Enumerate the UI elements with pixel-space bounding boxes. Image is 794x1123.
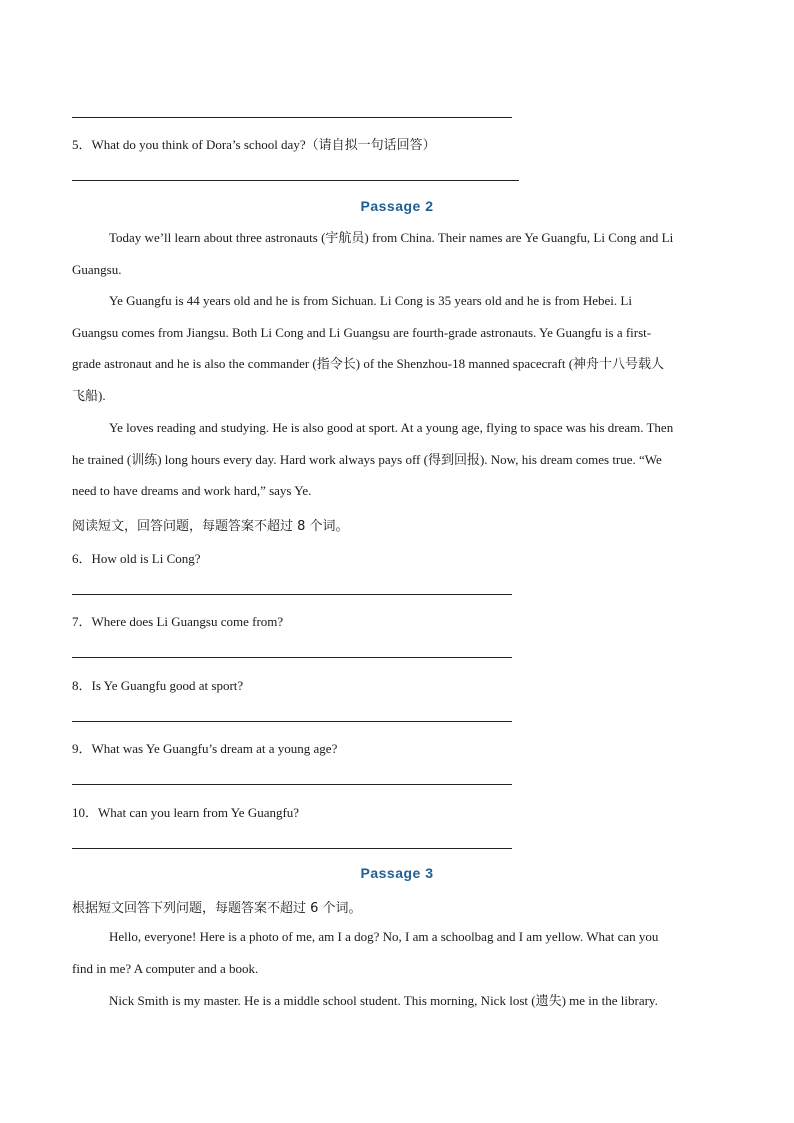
passage-3-paragraph-2: Nick Smith is my master. He is a middle school student. This morning, Nick lost (遗失) me in the library. (109, 993, 658, 1008)
passage-2-paragraph-3: Ye loves reading and studying. He is also good at sport. At a young age, flying to space was his dream. Then he trained (训练) long hours every day. Hard work always pays off (得到回报). Now, his dream comes true. “We need to have dreams and work hard,” says Ye. (72, 420, 674, 499)
passage-3-instruction: 根据短文回答下列问题，每题答案不超过 6 个词。 (72, 901, 362, 916)
answer-line[interactable] (72, 594, 512, 595)
question-9: 9．What was Ye Guangfu’s dream at a young age? (72, 741, 338, 756)
answer-line[interactable] (72, 180, 519, 181)
passage-2-instruction: 阅读短文，回答问题，每题答案不超过 8 个词。 (72, 519, 349, 534)
answer-line[interactable] (72, 848, 512, 849)
passage-2-paragraph-2: Ye Guangfu is 44 years old and he is from Sichuan. Li Cong is 35 years old and he is from Hebei. Li Guangsu comes from Jiangsu. Both Li Cong and Li Guangsu are fourth-grade astronauts. Ye Guangfu is a first- grade astronaut and he is also the commander (指令长) of the Shenzhou-18 manned spacecraft (神舟十八号载人 飞船). (72, 293, 665, 404)
passage-3-paragraph-1: Hello, everyone! Here is a photo of me, am I a dog? No, I am a schoolbag and I am yellow. What can you find in me? A computer and a book. (72, 929, 659, 976)
passage-3-title: Passage 3 (360, 865, 434, 881)
passage-2-paragraph-1: Today we’ll learn about three astronauts (宇航员) from China. Their names are Ye Guangfu, Li Cong and Li Guangsu. (72, 230, 674, 277)
answer-line[interactable] (72, 657, 512, 658)
question-6: 6．How old is Li Cong? (72, 551, 201, 566)
question-8: 8．Is Ye Guangfu good at sport? (72, 678, 244, 693)
passage-2-title: Passage 2 (360, 198, 434, 214)
question-7: 7．Where does Li Guangsu come from? (72, 614, 284, 629)
answer-line[interactable] (72, 721, 512, 722)
answer-line[interactable] (72, 117, 512, 118)
question-5: 5．What do you think of Dora’s school day?（请自拟一句话回答） (72, 137, 436, 152)
answer-line[interactable] (72, 784, 512, 785)
question-10: 10．What can you learn from Ye Guangfu? (72, 805, 300, 820)
